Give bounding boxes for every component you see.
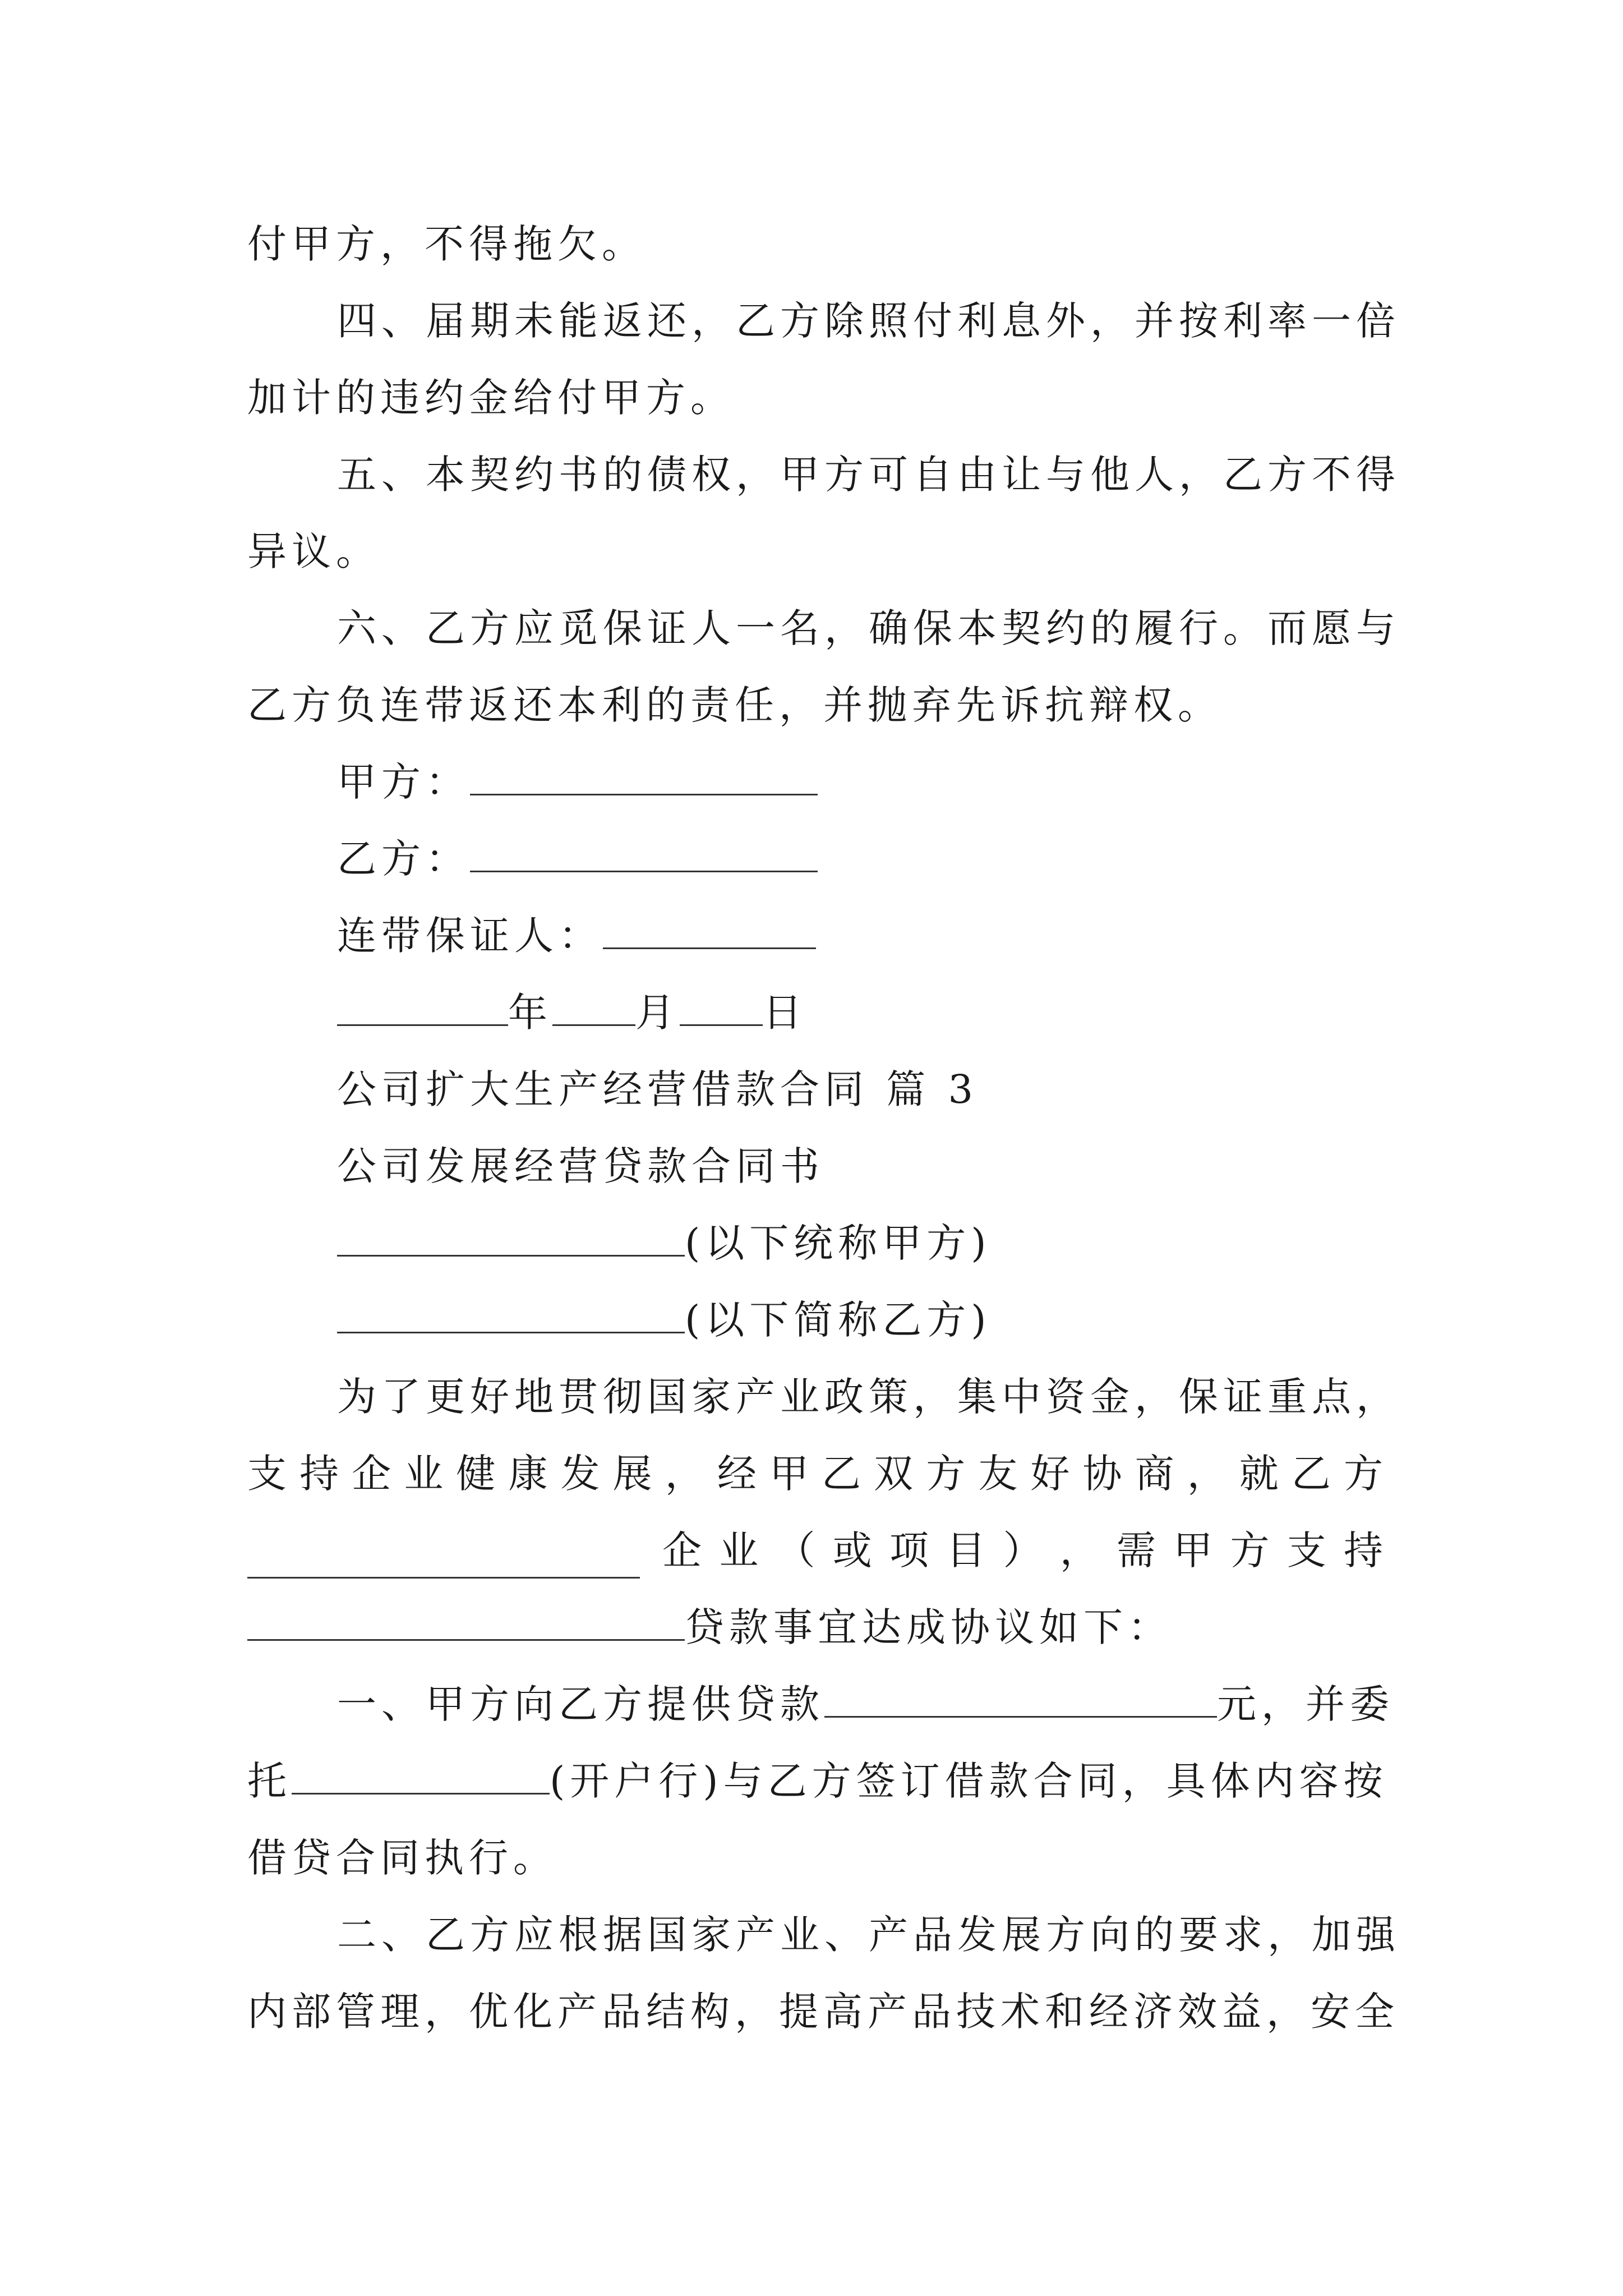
char: 业 [404,1451,444,1497]
enterprise-text [662,1522,1383,1579]
signature-label: 乙方： [337,836,470,882]
date-line [337,984,807,1041]
contract-title: 公司发展经营贷款合同书 [337,1143,824,1189]
char: 业 [719,1527,759,1573]
signature-party-b [337,831,818,887]
article-two-line: 二、乙方应根据国家产业、产品发展方向的要求，加强 [337,1912,1400,1958]
char: 甲 [769,1451,809,1497]
signature-label: 连带保证人： [337,913,603,959]
date-day-label: 日 [763,990,807,1036]
char: 目 [946,1527,986,1573]
article-one-text: (开户行)与乙方签订借款合同，具体内容按 [550,1758,1388,1804]
char: 企 [352,1451,391,1497]
clause-five-line: 五、本契约书的债权，甲方可自由让与他人，乙方不得 [337,452,1400,498]
article-one-text: 一、甲方向乙方提供贷款 [337,1681,824,1727]
date-month-label: 月 [635,990,680,1036]
char: 企 [662,1527,702,1573]
char: 展 [612,1451,652,1497]
signature-blank[interactable] [603,908,816,949]
year-blank[interactable] [337,985,508,1026]
article-one-line: 借贷合同执行。 [247,1835,557,1881]
loan-amount-blank[interactable] [824,1677,1217,1718]
party-b-line [337,1292,992,1348]
char: ， [1059,1527,1099,1573]
party-a-blank[interactable] [337,1216,685,1257]
bank-blank[interactable] [292,1754,550,1795]
char: 商 [1135,1451,1174,1497]
signature-blank[interactable] [470,754,818,795]
month-blank[interactable] [552,985,635,1026]
char: 需 [1117,1527,1156,1573]
clause-four-line: 加计的违约金给付甲方。 [247,375,735,421]
signature-party-a [337,754,818,810]
char: ） [1003,1527,1043,1573]
clause-six-line: 乙方负连带返还本利的责任，并抛弃先诉抗辩权。 [247,682,1222,728]
char: 项 [889,1527,929,1573]
char: 乙 [1291,1451,1331,1497]
party-a-suffix: (以下统称甲方) [685,1220,992,1266]
paragraph-line: 付甲方，不得拖欠。 [247,221,646,267]
char: 友 [978,1451,1018,1497]
party-b-blank[interactable] [337,1292,685,1333]
preamble-line-justified [247,1446,1383,1502]
char: 健 [456,1451,496,1497]
char: 持 [1344,1527,1383,1573]
article-two-line: 内部管理，优化产品结构，提高产品技术和经济效益，安全 [247,1989,1399,2035]
clause-five-line: 异议。 [247,528,380,574]
loan-support-blank[interactable] [247,1600,685,1641]
article-one-text: 托 [247,1758,292,1804]
char: 双 [874,1451,914,1497]
char: 协 [1082,1451,1122,1497]
char: 方 [926,1451,966,1497]
char: ， [1187,1451,1227,1497]
day-blank[interactable] [680,985,763,1026]
char: 支 [1287,1527,1326,1573]
signature-label: 甲方： [337,759,470,805]
enterprise-blank[interactable] [247,1538,640,1579]
signature-guarantor [337,908,816,964]
party-a-line [337,1215,992,1271]
char: 或 [832,1527,872,1573]
char: 发 [560,1451,600,1497]
party-b-suffix: (以下简称乙方) [685,1297,992,1343]
char: 甲 [1173,1527,1213,1573]
char: 经 [717,1451,757,1497]
agreement-line [247,1599,1172,1655]
char: 支 [247,1451,287,1497]
char: 乙 [822,1451,861,1497]
char: 方 [1343,1451,1383,1497]
article-one-line [247,1753,1388,1809]
char: 康 [508,1451,548,1497]
date-year-label: 年 [508,990,552,1036]
section-heading: 公司扩大生产经营借款合同 篇 3 [337,1066,979,1112]
char: （ [776,1527,815,1573]
char: 好 [1030,1451,1070,1497]
preamble-line: 为了更好地贯彻国家产业政策，集中资金，保证重点， [337,1374,1400,1420]
signature-blank[interactable] [470,831,818,872]
char: 方 [1230,1527,1270,1573]
clause-six-line: 六、乙方应觅保证人一名，确保本契约的履行。而愿与 [337,605,1400,651]
clause-four-line: 四、届期未能返还，乙方除照付利息外，并按利率一倍 [337,298,1400,344]
article-one-text: 元，并委 [1217,1681,1394,1727]
char: 持 [299,1451,339,1497]
article-one-line [337,1676,1394,1732]
char: ， [665,1451,704,1497]
enterprise-line [247,1522,1383,1579]
agreement-text: 贷款事宜达成协议如下： [685,1604,1172,1650]
char: 就 [1239,1451,1279,1497]
